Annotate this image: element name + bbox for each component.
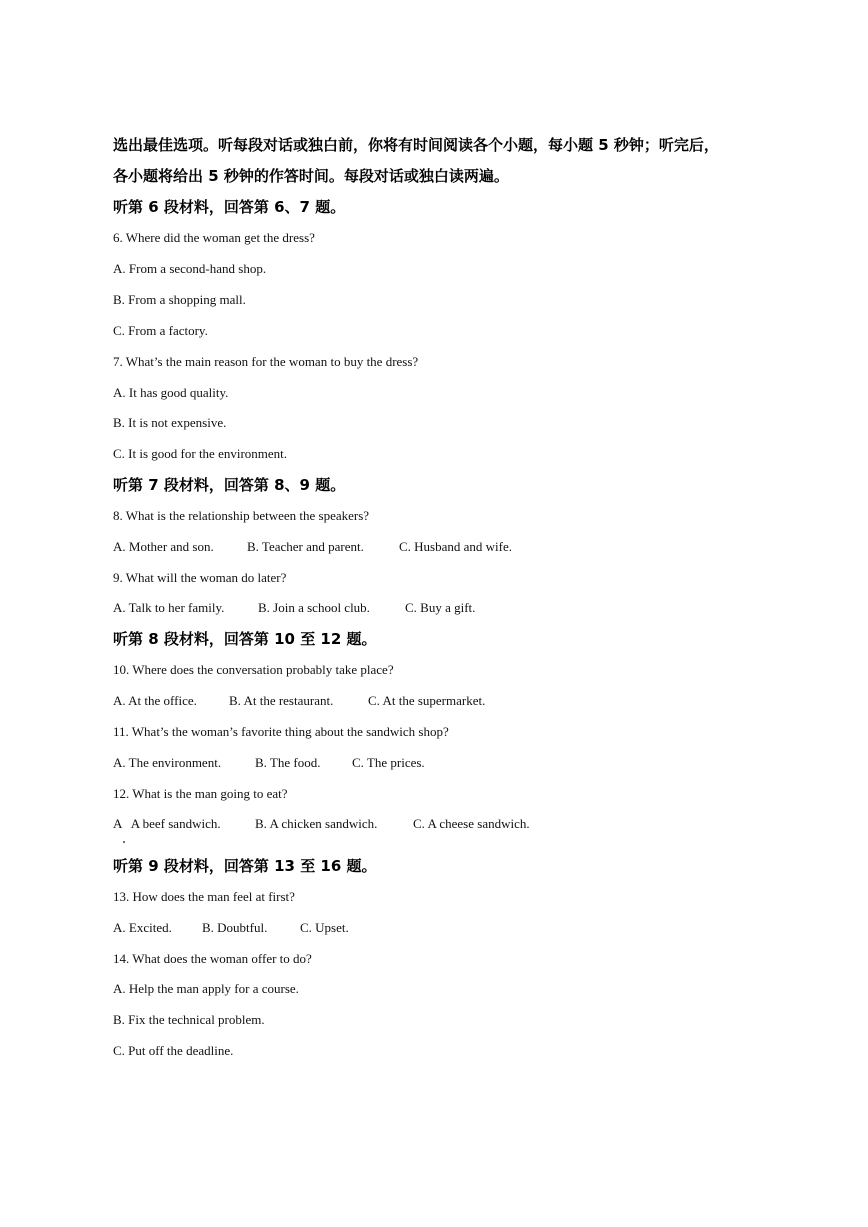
question-stem-13: 13. How does the man feel at first? [113,889,295,904]
option-8-a: A. Mother and son. [113,539,214,554]
option-12-a: A A beef sandwich. [113,816,221,831]
question-stem-12: 12. What is the man going to eat? [113,786,288,801]
instructions-line-2: 各小题将给出 5 秒钟的作答时间。每段对话或独白读两遍。 [113,167,509,185]
option-6-b: B. From a shopping mall. [113,292,246,307]
section-heading-8: 听第 8 段材料，回答第 10 至 12 题。 [113,630,377,648]
option-6-c: C. From a factory. [113,323,208,338]
option-11-b: B. The food. [255,755,321,770]
option-10-c: C. At the supermarket. [368,693,486,708]
option-12-b: B. A chicken sandwich. [255,816,378,831]
option-13-a: A. Excited. [113,920,172,935]
option-14-c: C. Put off the deadline. [113,1043,234,1058]
option-8-b: B. Teacher and parent. [247,539,364,554]
option-11-c: C. The prices. [352,755,425,770]
question-stem-7: 7. What’s the main reason for the woman to buy the dress? [113,354,419,369]
option-14-b: B. Fix the technical problem. [113,1012,265,1027]
option-7-c: C. It is good for the environment. [113,446,288,461]
option-7-a: A. It has good quality. [113,385,229,400]
option-9-b: B. Join a school club. [258,600,370,615]
option-10-b: B. At the restaurant. [229,693,334,708]
option-8-c: C. Husband and wife. [399,539,513,554]
stray-mark [123,841,125,843]
question-stem-9: 9. What will the woman do later? [113,570,287,585]
option-7-b: B. It is not expensive. [113,415,227,430]
question-stem-8: 8. What is the relationship between the speakers? [113,508,370,523]
section-heading-6: 听第 6 段材料，回答第 6、7 题。 [113,198,346,216]
option-11-a: A. The environment. [113,755,222,770]
instructions-line-1: 选出最佳选项。听每段对话或独白前，你将有时间阅读各个小题，每小题 5 秒钟；听完后， [113,136,719,154]
option-10-a: A. At the office. [113,693,197,708]
option-13-b: B. Doubtful. [202,920,268,935]
option-6-a: A. From a second-hand shop. [113,261,267,276]
option-13-c: C. Upset. [300,920,349,935]
question-stem-11: 11. What’s the woman’s favorite thing about the sandwich shop? [113,724,449,739]
question-stem-6: 6. Where did the woman get the dress? [113,230,315,245]
option-9-c: C. Buy a gift. [405,600,476,615]
option-9-a: A. Talk to her family. [113,600,225,615]
question-stem-10: 10. Where does the conversation probably take place? [113,662,394,677]
option-14-a: A. Help the man apply for a course. [113,981,299,996]
section-heading-9: 听第 9 段材料，回答第 13 至 16 题。 [113,857,377,875]
question-stem-14: 14. What does the woman offer to do? [113,951,312,966]
section-heading-7: 听第 7 段材料，回答第 8、9 题。 [113,476,346,494]
option-12-c: C. A cheese sandwich. [413,816,530,831]
